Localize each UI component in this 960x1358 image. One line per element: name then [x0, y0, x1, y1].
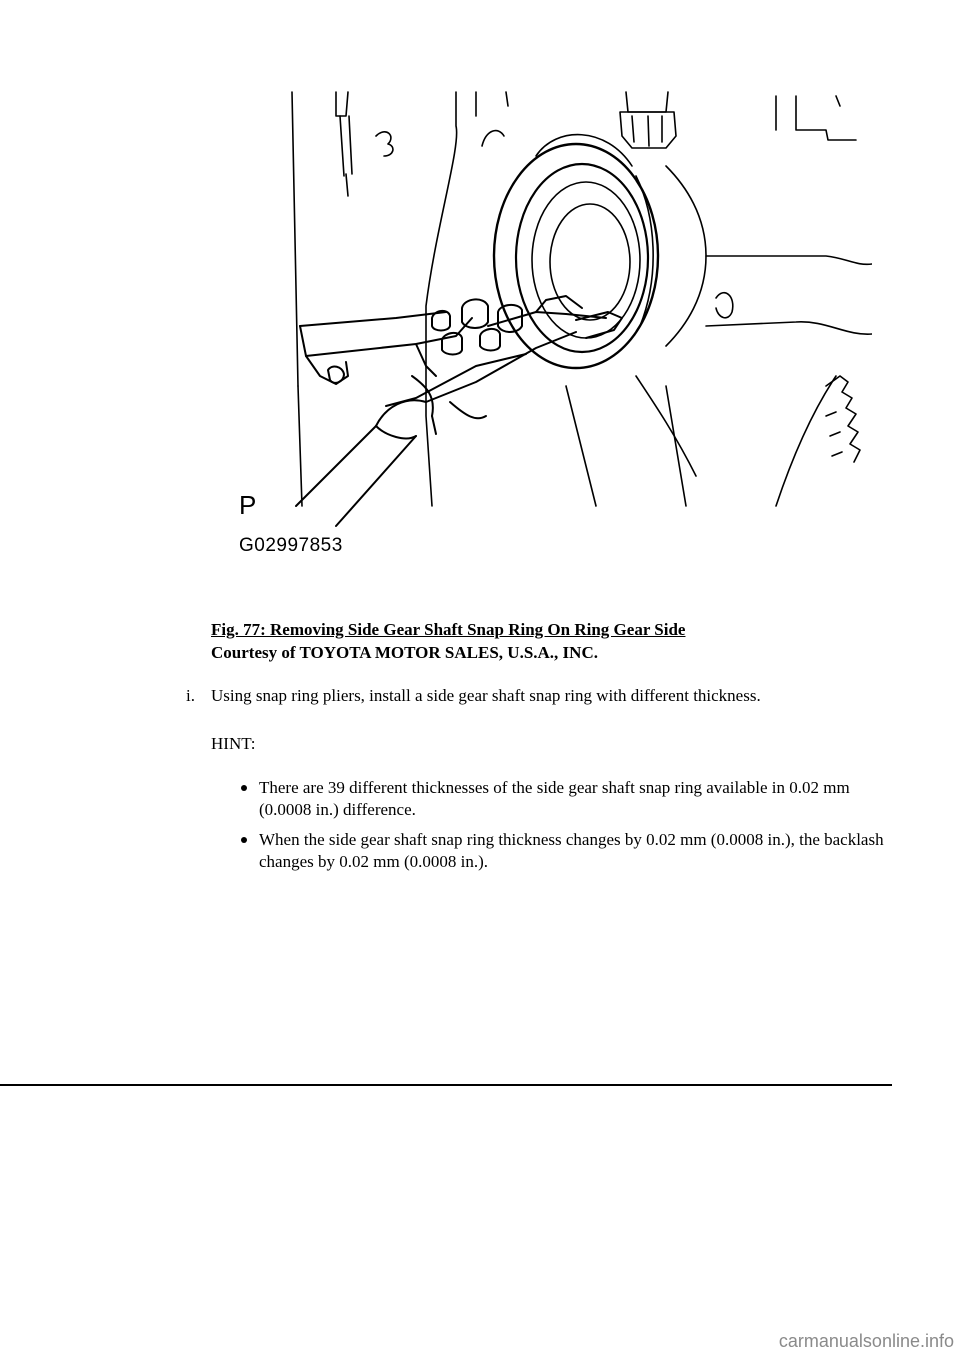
- figure-caption-title[interactable]: Fig. 77: Removing Side Gear Shaft Snap Ring On Ring Gear Side: [211, 620, 686, 639]
- hint-bullet-text: There are 39 different thicknesses of the side gear shaft snap ring available in 0.02 mm (0.0008 in.) difference.: [259, 778, 850, 819]
- step-marker: i.: [186, 686, 195, 705]
- site-watermark: carmanualsonline.info: [778, 1331, 954, 1351]
- hint-label: HINT:: [211, 734, 256, 753]
- step-text: Using snap ring pliers, install a side gear shaft snap ring with different thickness.: [211, 686, 761, 705]
- bullet-dot-icon: [241, 837, 247, 843]
- snap-ring-removal-illustration: [236, 86, 872, 566]
- figure-courtesy: Courtesy of TOYOTA MOTOR SALES, U.S.A., INC.: [211, 643, 598, 662]
- hint-bullet-item: [211, 777, 891, 821]
- hint-bullet-list: [211, 777, 891, 881]
- hint-bullet-text: When the side gear shaft snap ring thickness changes by 0.02 mm (0.0008 in.), the backlash changes by 0.02 mm (0.0008 in.).: [259, 830, 884, 871]
- bullet-dot-icon: [241, 785, 247, 791]
- figure-caption: [211, 618, 685, 664]
- page-divider: [0, 1084, 892, 1086]
- hint-bullet-item: [211, 829, 891, 873]
- illustration-label-p: P: [239, 490, 257, 520]
- illustration-code: G02997853: [239, 535, 343, 556]
